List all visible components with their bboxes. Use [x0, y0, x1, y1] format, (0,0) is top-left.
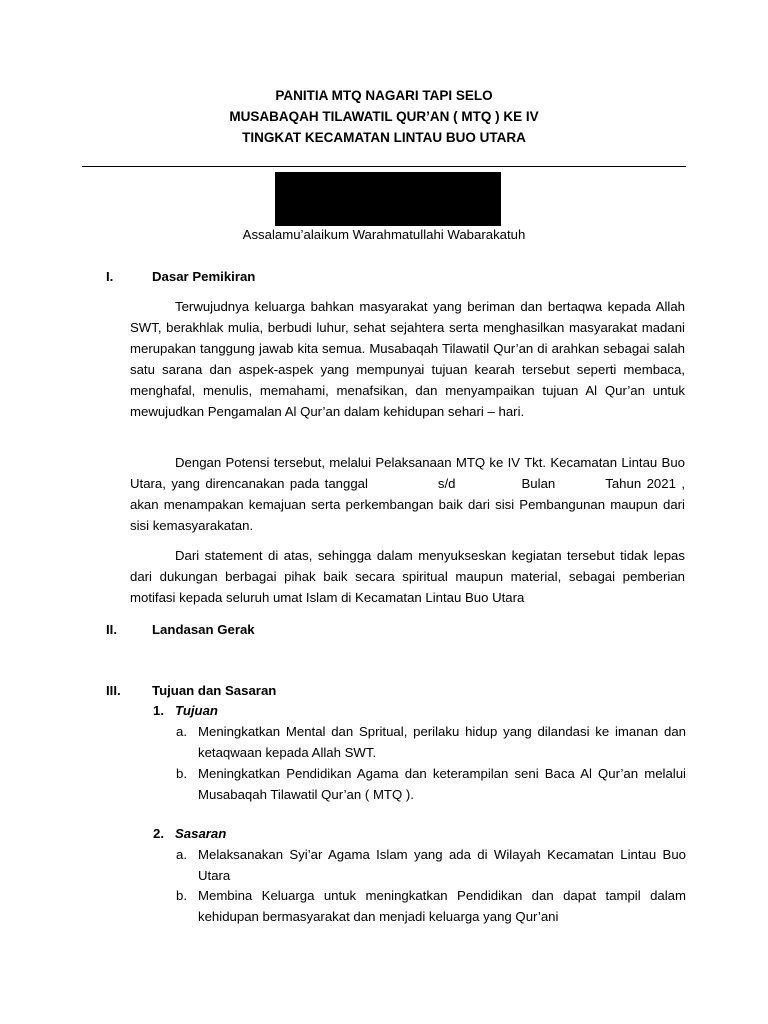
section-3-title: Tujuan dan Sasaran	[152, 683, 277, 698]
section-1-title: Dasar Pemikiran	[152, 269, 256, 284]
paragraph-text: Terwujudnya keluarga bahkan masyarakat yang beriman dan bertaqwa kepada Allah SWT, berakhlak mulia, berbudi luhur, sehat sejahtera serta menghasilkan masyarakat madani merupakan tanggung jawab kita semua. Musabaqah Tilawatil Qur’an di arahkan sebagai salah satu sarana dan aspek-aspek yang mempunyai tujuan kearah tersebut seperti membaca, menghafal, menulis, memahami, menafsikan, dan menyampaikan tujuan Al Qur’an untuk mewujudkan Pengamalan Al Qur’an dalam kehidupan sehari – hari.	[130, 299, 685, 419]
paragraph-text	[130, 452, 685, 536]
section-3-number: III.	[106, 683, 121, 698]
section-1-number: I.	[106, 269, 114, 284]
section-2-number: II.	[106, 622, 117, 637]
header-divider	[82, 166, 686, 167]
greeting: Assalamu’alaikum Warahmatullahi Wabarakatuh	[242, 227, 526, 242]
section-1-paragraph-1	[130, 296, 685, 422]
section-1-heading	[106, 268, 255, 286]
section-1-paragraph-2	[130, 452, 685, 536]
header-line-2: MUSABAQAH TILAWATIL QUR’AN ( MTQ ) KE IV	[229, 109, 539, 124]
subsection-tujuan-heading	[153, 702, 218, 720]
redaction-box	[275, 172, 501, 226]
subsection-1-number: 1.	[153, 703, 164, 718]
subsection-2-number: 2.	[153, 826, 164, 841]
subsection-1-title: Tujuan	[175, 703, 218, 718]
header-line-3: TINGKAT KECAMATAN LINTAU BUO UTARA	[242, 130, 526, 145]
list-marker: a.	[176, 724, 187, 739]
list-item-text: Melaksanakan Syi’ar Agama Islam yang ada di Wilayah Kecamatan Lintau Buo Utara	[198, 847, 686, 883]
section-2-title: Landasan Gerak	[152, 622, 255, 637]
list-marker: b.	[176, 888, 187, 903]
list-item-text: Membina Keluarga untuk meningkatkan Pendidikan dan dapat tampil dalam kehidupan bermasyarakat dan menjadi keluarga yang Qur’ani	[198, 888, 686, 924]
section-1-paragraph-3	[130, 545, 685, 608]
list-item	[176, 763, 686, 805]
document-header	[82, 85, 686, 148]
list-marker: a.	[176, 847, 187, 862]
paragraph-2-part-b: akan menampakan kemajuan serta perkembangan baik dari sisi Pembangunan maupun dari sisi kemasyarakatan.	[130, 497, 685, 533]
list-item-text: Meningkatkan Pendidikan Agama dan keterampilan seni Baca Al Qur’an melalui Musabaqah Tilawatil Qur’an ( MTQ ).	[198, 766, 686, 802]
section-2-heading	[106, 621, 255, 639]
subsection-2-title: Sasaran	[175, 826, 227, 841]
subsection-sasaran-heading	[153, 825, 226, 843]
paragraph-2-sd: s/d	[437, 476, 456, 491]
paragraph-text: Dari statement di atas, sehingga dalam menyukseskan kegiatan tersebut tidak lepas dari dukungan berbagai pihak baik secara spiritual maupun material, sebagai pemberian motifasi kepada seluruh umat Islam di Kecamatan Lintau Buo Utara	[130, 548, 685, 605]
paragraph-2-part-a: Dengan Potensi tersebut, melalui Pelaksanaan MTQ ke IV Tkt. Kecamatan Lintau Buo Utara, yang direncanakan pada tanggal	[130, 455, 685, 491]
list-item	[176, 885, 686, 927]
section-3-heading	[106, 682, 276, 700]
header-line-1: PANITIA MTQ NAGARI TAPI SELO	[275, 88, 493, 103]
paragraph-2-bulan: Bulan	[521, 476, 556, 491]
list-item-text: Meningkatkan Mental dan Spritual, perilaku hidup yang dilandasi ke imanan dan ketaqwaan kepada Allah SWT.	[198, 724, 686, 760]
list-item	[176, 844, 686, 886]
list-marker: b.	[176, 766, 187, 781]
paragraph-2-tahun: Tahun 2021 ,	[605, 476, 685, 491]
list-item	[176, 721, 686, 763]
